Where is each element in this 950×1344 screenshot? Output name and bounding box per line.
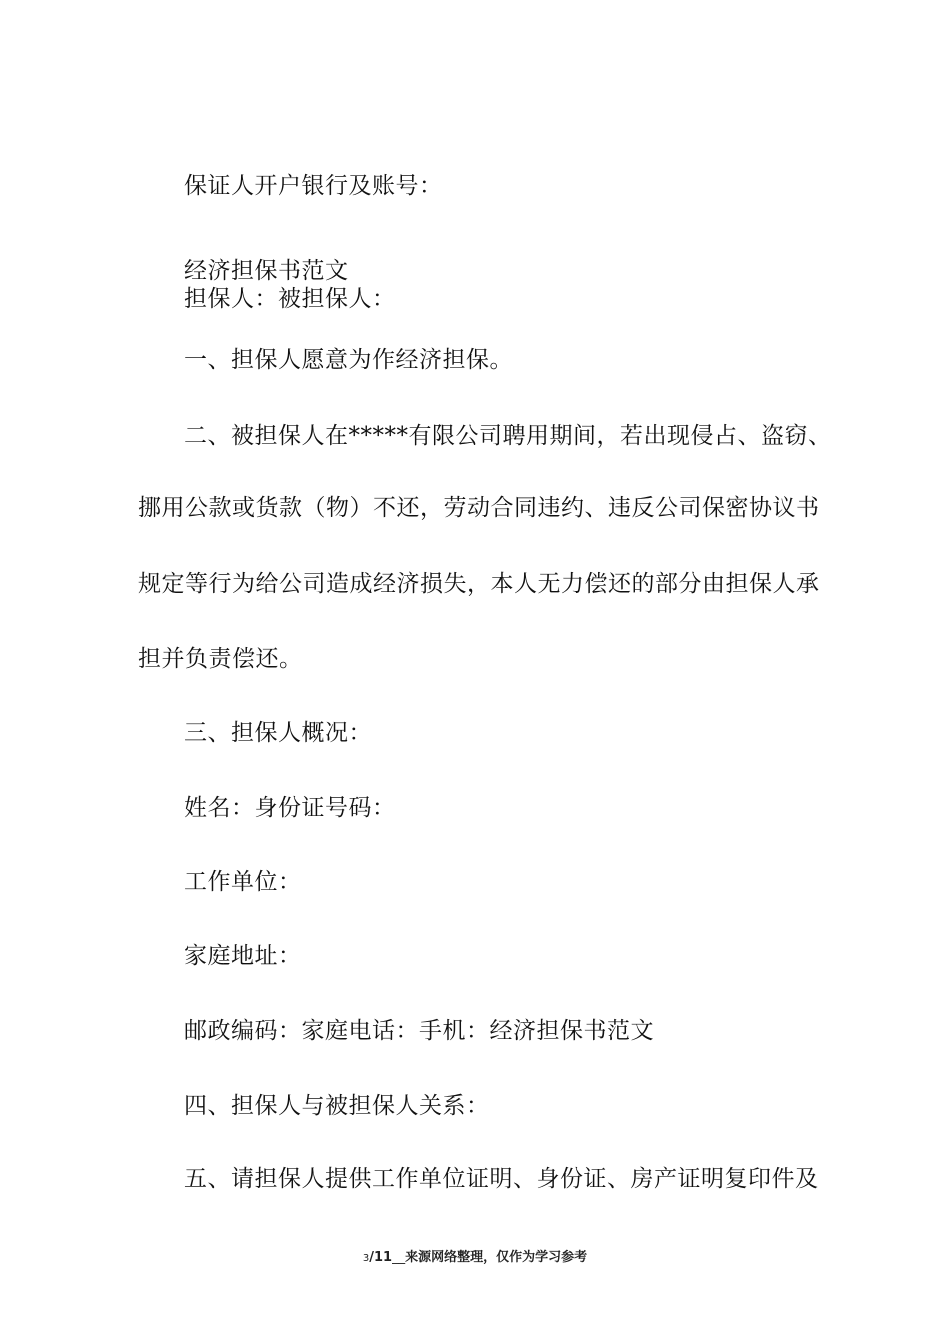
footer-source-note: 来源网络整理，仅作为学习参考 (405, 1250, 588, 1265)
text-line: 担保人：被担保人： (184, 286, 396, 312)
text-line: 工作单位： (184, 869, 302, 895)
text-line: 经济担保书范文 (184, 258, 349, 284)
text-line: 三、担保人概况： (184, 720, 372, 746)
text-line: 一、担保人愿意为作经济担保。 (184, 347, 513, 373)
footer-separator: __ (392, 1250, 406, 1265)
text-line: 姓名：身份证号码： (184, 795, 396, 821)
text-line: 挪用公款或货款（物）不还，劳动合同违约、违反公司保密协议书 (138, 495, 820, 521)
text-line: 邮政编码：家庭电话：手机：经济担保书范文 (184, 1018, 654, 1044)
page-footer (0, 1249, 950, 1268)
text-line: 保证人开户银行及账号： (184, 173, 443, 199)
page-number-current: 3 (362, 1253, 370, 1264)
text-line: 规定等行为给公司造成经济损失，本人无力偿还的部分由担保人承 (138, 571, 820, 597)
text-line: 五、请担保人提供工作单位证明、身份证、房产证明复印件及 (184, 1166, 819, 1192)
page-number-total: /11 (369, 1250, 393, 1265)
text-line: 二、被担保人在*****有限公司聘用期间，若出现侵占、盗窃、 (184, 423, 832, 449)
text-line: 四、担保人与被担保人关系： (184, 1093, 490, 1119)
text-line: 家庭地址： (184, 943, 302, 969)
text-line: 担并负责偿还。 (138, 646, 303, 672)
